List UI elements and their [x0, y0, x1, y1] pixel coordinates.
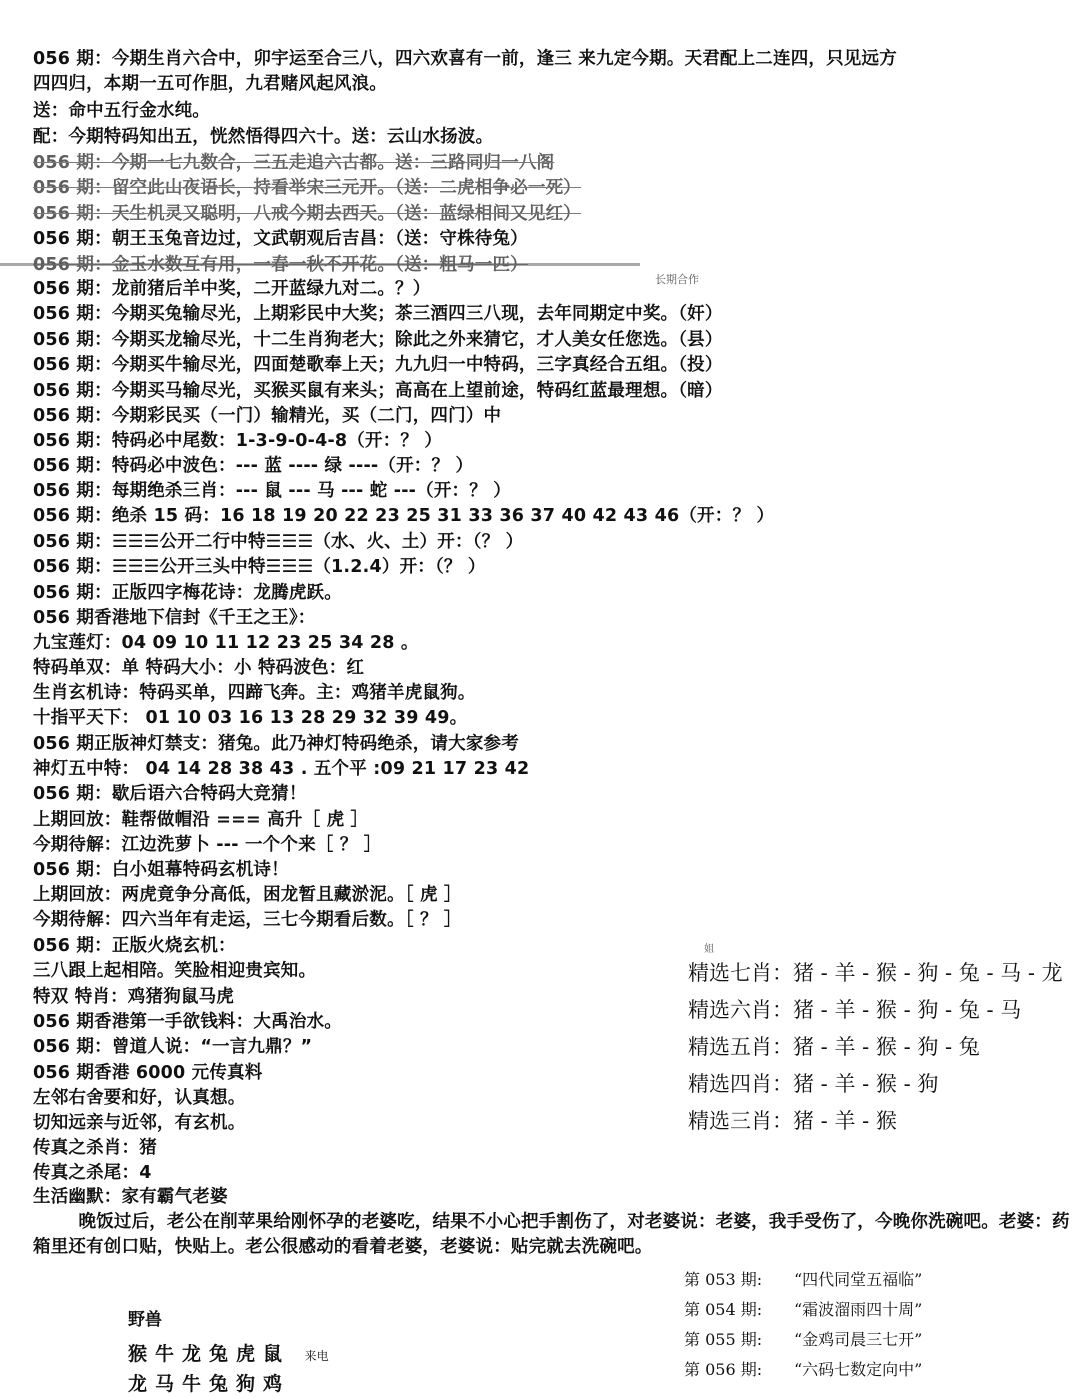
issue-text: “金鸡司晨三七开” — [794, 1330, 923, 1349]
text-line: 056 期正版神灯禁支：猪兔。此乃神灯特码绝杀，请大家参考 — [33, 734, 519, 754]
issue-number: 第 054 期: — [684, 1300, 763, 1319]
pick-five: 精选五肖：猪 - 羊 - 猴 - 狗 - 兔 — [688, 1035, 980, 1059]
pick-seven: 精选七肖：猪 - 羊 - 猴 - 狗 - 兔 - 马 - 龙 — [688, 961, 1063, 985]
text-line: 配：今期特码知出五，恍然悟得四六十。送：云山水扬波。 — [33, 127, 494, 147]
text-line: 056 期：今期生肖六合中，卯宇运至合三八，四六欢喜有一前，逢三 来九定今期。天君配上二连四，只见远方 — [33, 49, 897, 69]
issue-number: 第 056 期: — [684, 1360, 763, 1379]
text-line: 特双 特肖：鸡猪狗鼠马虎 — [33, 987, 234, 1007]
humor-paragraph: 晚饭过后，老公在削苹果给刚怀孕的老婆吃，结果不小心把手割伤了，对老婆说：老婆，我手受伤了，今晚你洗碗吧。老婆：药箱里还有创口贴，快贴上。老公很感动的看着老婆，老婆说：贴完就去洗碗吧。 — [33, 1212, 1070, 1257]
issue-item — [684, 1325, 922, 1355]
text-line: 今期待解：江边洗萝卜 --- 一个个来［ ？ ］ — [33, 835, 382, 855]
text-line-faded: 056 期：天生机灵又聪明，八戒今期去西天。（送：蓝绿相间又见红） — [33, 204, 581, 224]
text-line: 056 期香港第一手欲钱料：大禹治水。 — [33, 1012, 342, 1032]
text-line: 056 期：绝杀 15 码：16 18 19 20 22 23 25 31 33 36 37 40 42 43 46（开：？ ） — [33, 506, 775, 526]
text-line: 056 期：今期买马输尽光，买猴买鼠有来头；高高在上望前途，特码红蓝最理想。（暗） — [33, 381, 723, 401]
text-line: 左邻右舍要和好，认真想。 — [33, 1088, 246, 1108]
beasts-row-2: 龙马牛兔狗鸡 — [128, 1373, 291, 1395]
text-line: 特码单双：单 特码大小：小 特码波色：红 — [33, 658, 365, 678]
text-line: 神灯五中特： 04 14 28 38 43 . 五个平 :09 21 17 23 42 — [33, 759, 530, 779]
issue-text: “四代同堂五福临” — [794, 1270, 923, 1289]
text-line: 上期回放：鞋帮做帽沿 === 高升［ 虎 ］ — [33, 810, 369, 830]
text-line: 056 期：今期买牛输尽光，四面楚歌奉上天；九九归一中特码，三字真经合五组。（投） — [33, 355, 723, 375]
pick-four: 精选四肖：猪 - 羊 - 猴 - 狗 — [688, 1072, 939, 1096]
issue-number: 第 053 期: — [684, 1270, 763, 1289]
text-line: 传真之杀肖：猪 — [33, 1138, 157, 1158]
text-line: 056 期：每期绝杀三肖：--- 鼠 --- 马 --- 蛇 ---（开：？ ） — [33, 481, 511, 501]
pick-three: 精选三肖：猪 - 羊 - 猴 — [688, 1109, 897, 1133]
pick-six: 精选六肖：猪 - 羊 - 猴 - 狗 - 兔 - 马 — [688, 998, 1022, 1022]
issue-number: 第 055 期: — [684, 1330, 763, 1349]
text-line: 056 期：龙前猪后羊中奖，二开蓝绿九对二。？） — [33, 279, 431, 299]
text-line: 056 期：白小姐幕特码玄机诗！ — [33, 860, 289, 880]
text-line: 上期回放：两虎竟争分高低，困龙暂且藏淤泥。［ 虎 ］ — [33, 885, 462, 905]
issue-text: “六码七数定向中” — [794, 1360, 923, 1379]
text-line: 056 期：曾道人说：“一言九鼎？” — [33, 1037, 313, 1057]
text-line: 生活幽默：家有霸气老婆 — [33, 1187, 228, 1207]
text-line: 056 期：正版四字梅花诗：龙腾虎跃。 — [33, 583, 342, 603]
tiny-mark: 姐 — [704, 944, 714, 955]
text-line: 九宝莲灯：04 09 10 11 12 23 25 34 28 。 — [33, 633, 419, 653]
text-line: 三八跟上起相陪。笑脸相迎贵宾知。 — [33, 961, 317, 981]
issue-item — [684, 1355, 922, 1385]
text-line: 十指平天下： 01 10 03 16 13 28 29 32 39 49。 — [33, 708, 468, 728]
text-line: 056 期：今期买兔输尽光，上期彩民中大奖；茶三酒四三八现，去年同期定中奖。（奸） — [33, 304, 723, 324]
beasts-row — [128, 1340, 329, 1370]
side-note: 长期合作 — [655, 273, 699, 286]
text-line: 056 期：特码必中波色：--- 蓝 ---- 绿 ----（开：？ ） — [33, 456, 474, 476]
text-line: 生肖玄机诗：特码买单，四蹄飞奔。主：鸡猪羊虎鼠狗。 — [33, 683, 476, 703]
text-line-faded: 056 期：留空此山夜语长，持看举宋三元开。（送：二虎相争必一死） — [33, 178, 581, 198]
issue-list — [684, 1265, 922, 1385]
text-line: 056 期：歇后语六合特码大竞猜！ — [33, 784, 307, 804]
issue-item — [684, 1265, 922, 1295]
text-line: 056 期：朝王玉兔音边过，文武朝观后吉昌：（送：守株待兔） — [33, 229, 528, 249]
scan-smudge — [0, 263, 640, 266]
text-line: 今期待解：四六当年有走运，三七今期看后数。［ ？ ］ — [33, 910, 462, 930]
text-line: 切知远亲与近邻，有玄机。 — [33, 1113, 246, 1133]
text-line: 056 期香港 6000 元传真料 — [33, 1063, 263, 1083]
text-line: 送：命中五行金水纯。 — [33, 101, 210, 121]
text-line: 056 期：今期买龙输尽光，十二生肖狗老大；除此之外来猜它，才人美女任您选。（县） — [33, 330, 723, 350]
text-line-faded: 056 期：今期一七九数合，三五走追六古都。送：三路同归一八阁 — [33, 153, 555, 173]
text-line: 056 期：正版火烧玄机： — [33, 936, 236, 956]
text-line: 056 期：今期彩民买（一门）输精光，买（二门，四门）中 — [33, 406, 502, 426]
beasts-note: 来电 — [304, 1349, 329, 1363]
beasts-block — [128, 1305, 329, 1398]
issue-text: “霜波溜雨四十周” — [794, 1300, 923, 1319]
text-line: 056 期：☰☰☰公开三头中特☰☰☰（1.2.4）开：（？ ） — [33, 557, 486, 577]
beasts-title: 野兽 — [128, 1310, 162, 1330]
text-line: 056 期：☰☰☰公开二行中特☰☰☰（水、火、土）开：（？ ） — [33, 532, 524, 552]
text-line: 056 期：特码必中尾数：1-3-9-0-4-8（开：？ ） — [33, 431, 443, 451]
issue-item — [684, 1295, 922, 1325]
beasts-row-1: 猴牛龙兔虎鼠 — [128, 1343, 291, 1365]
text-line: 四四归，本期一五可作胆，九君赌风起风浪。 — [33, 74, 387, 94]
text-line: 056 期香港地下信封《千王之王》： — [33, 608, 316, 628]
text-line: 传真之杀尾：4 — [33, 1163, 152, 1183]
zodiac-picks-panel — [688, 955, 1063, 1140]
